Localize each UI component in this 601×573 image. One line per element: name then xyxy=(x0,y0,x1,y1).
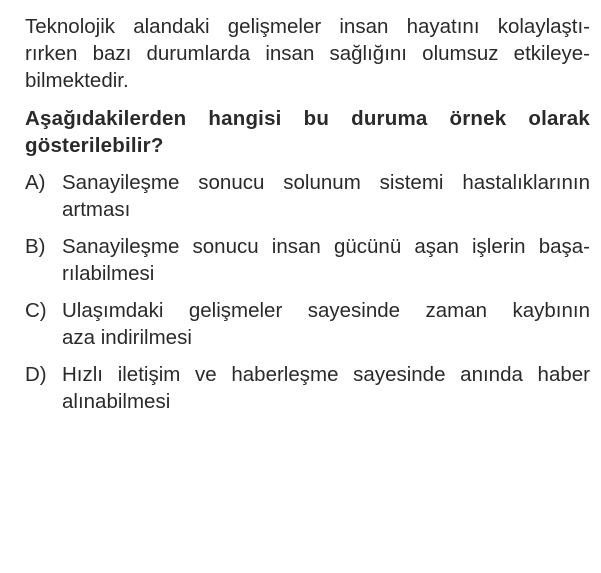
stem-line: rırken bazı durumlarda insan sağlığını olumsuz etkileye- xyxy=(25,42,590,65)
option-text-line: rılabilmesi xyxy=(62,262,155,285)
question-stem xyxy=(25,13,590,94)
option-text-line: Sanayileşme sonucu solunum sistemi hastalıklarının xyxy=(62,171,590,194)
question-block xyxy=(25,13,590,425)
option-d[interactable] xyxy=(25,361,590,415)
option-letter: C) xyxy=(25,299,47,322)
option-text-line: aza indirilmesi xyxy=(62,326,192,349)
option-text-line: Hızlı iletişim ve haberleşme sayesinde anında haber xyxy=(62,363,590,386)
stem-line: bilmektedir. xyxy=(25,69,129,92)
option-text-line: artması xyxy=(62,198,131,221)
answer-options xyxy=(25,169,590,415)
option-letter: B) xyxy=(25,235,46,258)
option-letter: A) xyxy=(25,171,46,194)
option-text-line: Ulaşımdaki gelişmeler sayesinde zaman kaybının xyxy=(62,299,590,322)
option-text-line: Sanayileşme sonucu insan gücünü aşan işlerin başa- xyxy=(62,235,590,258)
option-letter: D) xyxy=(25,363,47,386)
option-text-line: alınabilmesi xyxy=(62,390,171,413)
option-b[interactable] xyxy=(25,233,590,287)
prompt-line: gösterilebilir? xyxy=(25,134,164,157)
option-a[interactable] xyxy=(25,169,590,223)
question-prompt xyxy=(25,105,590,159)
option-c[interactable] xyxy=(25,297,590,351)
prompt-line: Aşağıdakilerden hangisi bu duruma örnek olarak xyxy=(25,107,590,130)
stem-line: Teknolojik alandaki gelişmeler insan hayatını kolaylaştı- xyxy=(25,15,590,38)
